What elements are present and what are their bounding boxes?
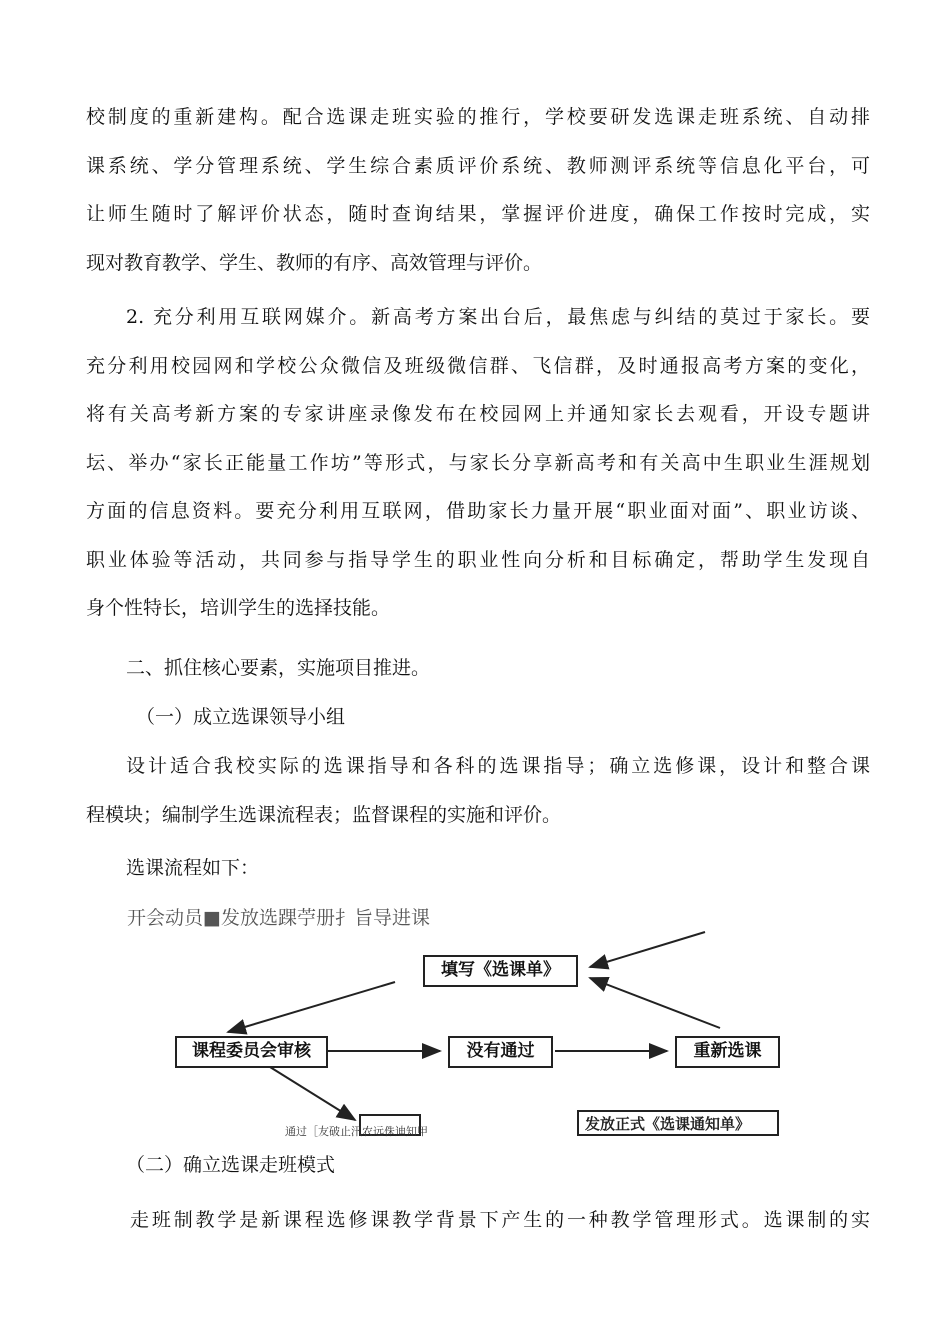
arrow-incoming <box>590 932 705 967</box>
arrow-committee-to-pass <box>270 1067 355 1120</box>
subsection-heading: （二）确立选课走班模式 <box>126 1154 336 1176</box>
text-line: 职业体验等活动，共同参与指导学生的职业性向分析和目标确定，帮助学生发现自 <box>86 548 870 571</box>
flow-intro: 选课流程如下： <box>126 857 260 879</box>
text-line: 设计适合我校实际的选课指导和各科的选课指导；确立选修课，设计和整合课 <box>126 755 870 777</box>
paragraph-internet-media <box>86 293 870 633</box>
text-line: 2. 充分利用互联网媒介。新高考方案出台后，最焦虑与纠结的莫过于家长。要 <box>126 306 870 328</box>
text-line: 课系统、学分管理系统、学生综合素质评价系统、教师测评系统等信息化平台，可 <box>86 154 870 177</box>
text-line: 让师生随时了解评价状态，随时查询结果，掌握评价进度，确保工作按时完成，实 <box>86 203 870 225</box>
text-line: 身个性特长，培训学生的选择技能。 <box>86 597 391 619</box>
text-line: 走班制教学是新课程选修课教学背景下产生的一种教学管理形式。选课制的实 <box>130 1209 870 1231</box>
text-line: 现对教育教学、学生、教师的有序、高效管理与评价。 <box>86 251 543 274</box>
text-line: 程模块；编制学生选课流程表；监督课程的实施和评价。 <box>86 803 562 826</box>
paragraph-platform-building <box>86 93 870 287</box>
flowchart-bottom-note: 通过［友破止汛农远侏迪知甲 <box>285 1125 428 1138</box>
flow-caption: 开会动员■发放选踝苧册扌旨导进课 <box>127 907 430 929</box>
notice-text-partial: 发放正式《选课通知单》 <box>585 1115 751 1133</box>
text-line: 将有关高考新方案的专家讲座录像发布在校园网上并通知家长去观看，开设专题讲 <box>86 403 870 425</box>
arrow-reselect-to-form <box>590 978 720 1028</box>
text-line: 校制度的重新建构。配合选课走班实验的推行，学校要研发选课走班系统、自动排 <box>86 106 870 128</box>
committee-review-box: 课程委员会审核 <box>175 1036 328 1068</box>
paragraph-walking-class <box>86 1196 870 1245</box>
arrow-form-to-committee <box>228 982 395 1032</box>
not-passed-box: 没有通过 <box>448 1036 553 1068</box>
reselect-box: 重新选课 <box>675 1036 780 1068</box>
paragraph-leadership-group <box>86 742 870 839</box>
text-line: 坛、举办“家长正能量工作坊”等形式，与家长分享新高考和有关高中生职业生涯规划 <box>86 451 870 474</box>
text-line: 充分利用校园网和学校公众微信及班级微信群、飞信群，及时通报高考方案的变化， <box>86 354 870 377</box>
fill-form-box: 填写《选课单》 <box>423 955 578 987</box>
subsection-heading: （一）成立选课领导小组 <box>136 706 346 728</box>
section-heading: 二、抓住核心要素，实施项目推进。 <box>126 657 431 679</box>
text-line: 方面的信息资料。要充分利用互联网，借助家长力量开展“职业面对面”、职业访谈、 <box>86 500 870 522</box>
